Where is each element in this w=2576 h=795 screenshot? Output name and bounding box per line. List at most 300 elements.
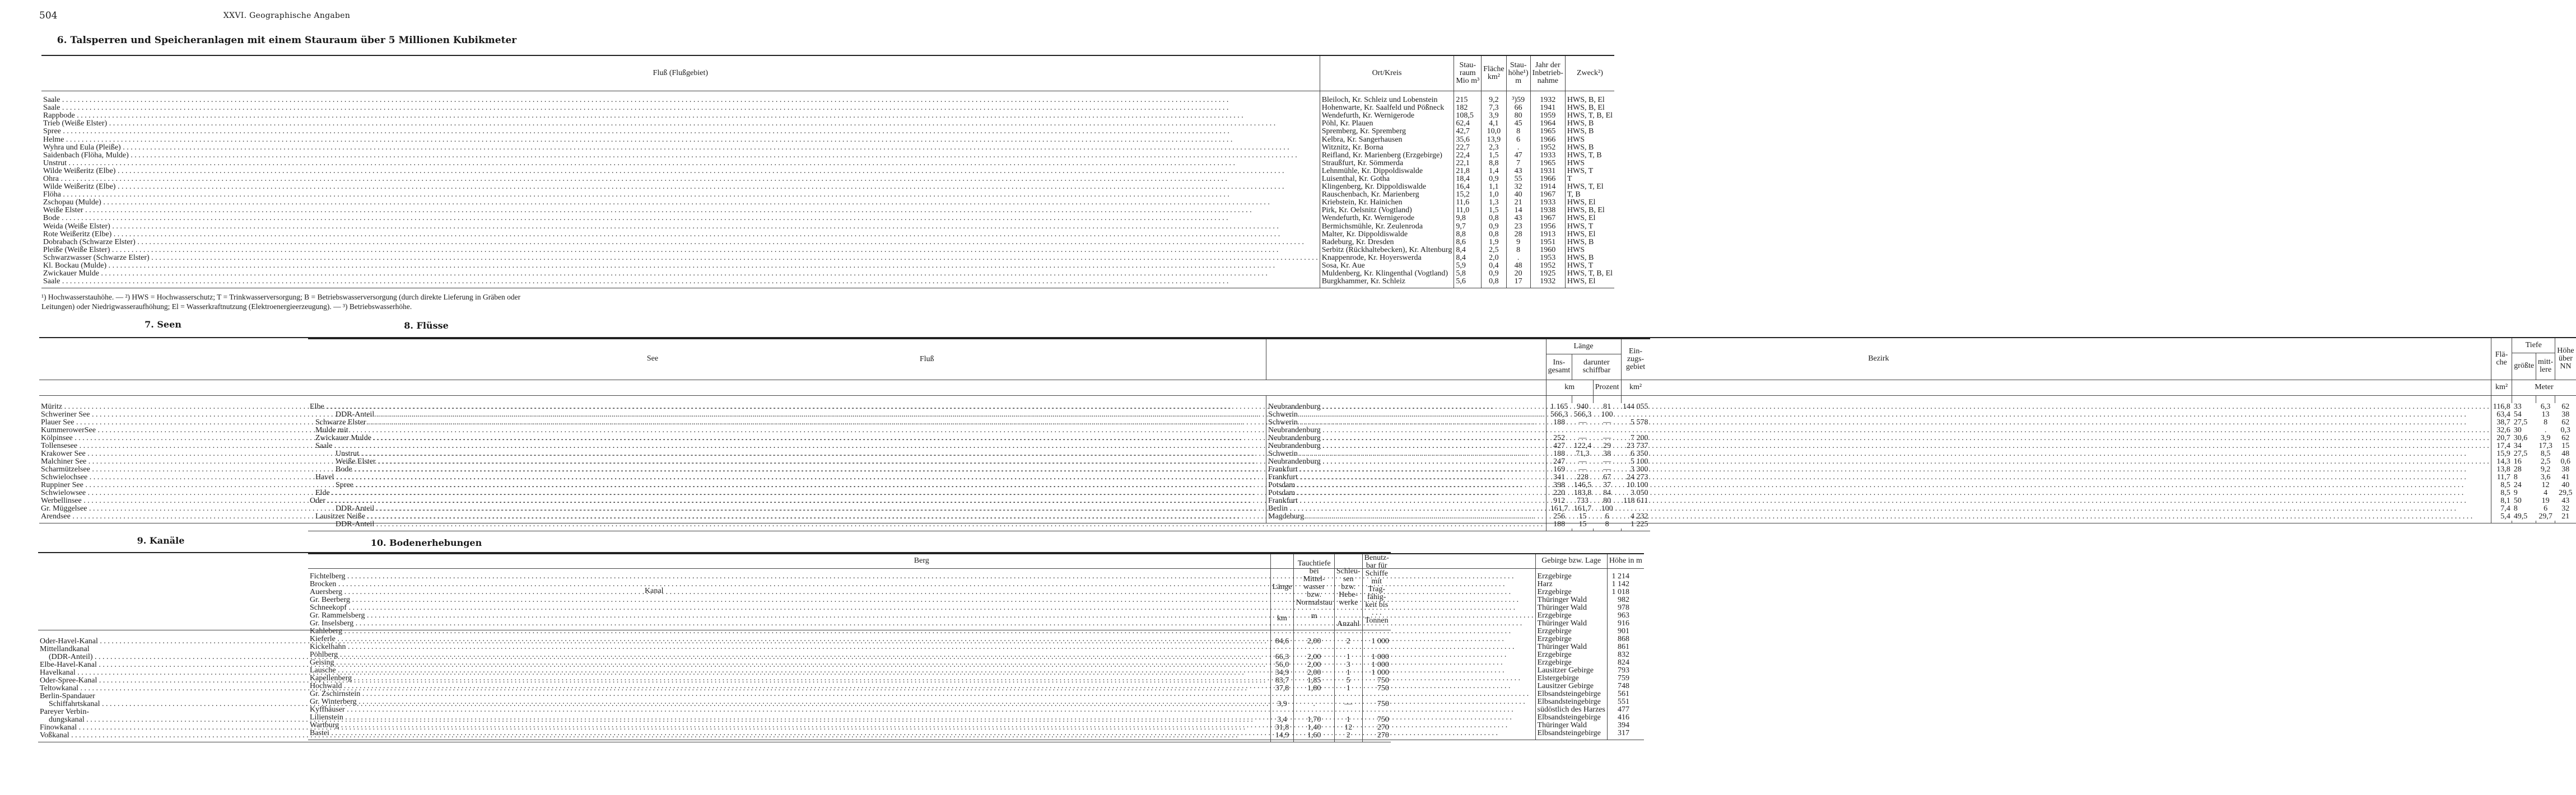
fluss-cell: Elbe . . . — [308, 403, 1546, 411]
jahr-cell: 1953 — [1530, 254, 1565, 262]
berg-cell: Auersberg . . . — [308, 588, 1535, 596]
gebirge-cell: Harz — [1535, 581, 1607, 588]
bezirk-cell: Neubrandenburg . . . — [1266, 442, 2491, 450]
hoehe-cell: 759 — [1607, 675, 1644, 682]
laenge-cell: 31,8 — [1270, 724, 1294, 732]
jahr-cell: 1966 — [1530, 175, 1565, 183]
tauchtiefe-cell: 1,70 — [1294, 708, 1334, 724]
flaeche-cell: 20,7 — [2491, 434, 2512, 442]
prozent-cell: 100 — [1601, 410, 1613, 419]
stauraum-cell: 8,6 — [1454, 238, 1482, 246]
col-groesste: größte — [2512, 353, 2536, 380]
tauchtiefe-cell: 2,00 — [1294, 646, 1334, 661]
zweck-cell: HWS, B, El — [1565, 104, 1614, 112]
insgesamt-cell: 427 — [1546, 442, 1572, 450]
flaeche-cell: 5,4 — [2491, 513, 2512, 521]
laenge-cell: 83,7 — [1270, 677, 1294, 685]
gebiet-cell: 7 200 — [1631, 434, 1648, 442]
table-row — [41, 96, 1614, 104]
col-fluss: Fluß — [308, 339, 1546, 380]
zweck-cell: HWS, El — [1565, 214, 1614, 222]
jahr-cell: 1914 — [1530, 183, 1565, 191]
stauhoehe-cell: 20 — [1506, 270, 1530, 278]
fluss-cell: Zwickauer Mulde . . . — [308, 434, 1546, 442]
tauchtiefe-cell: 1,40 — [1294, 724, 1334, 732]
table-row — [308, 411, 1650, 419]
table8-title: 8. Flüsse — [404, 320, 449, 331]
hoehe-cell: 32 — [2561, 504, 2570, 513]
schleusen-cell: 2 — [1334, 638, 1362, 646]
jahr-cell: 1964 — [1530, 120, 1565, 128]
laenge-cell: 14,9 — [1270, 732, 1294, 740]
flaeche-cell: 4,1 — [1482, 120, 1506, 128]
gebirge-cell: Erzgebirge — [1535, 659, 1607, 667]
gebiet-cell: 3 300 — [1631, 465, 1648, 474]
schiffbar-cell: 146,5 — [1573, 481, 1592, 489]
hoehe-cell: 916 — [1607, 620, 1644, 628]
flaeche-cell: 8,1 — [2491, 497, 2512, 505]
mittlere-cell: . — [2544, 426, 2547, 434]
flaeche-cell: 1,5 — [1482, 152, 1506, 160]
col-jahr: Jahr der Inbetrieb- nahme — [1530, 55, 1565, 91]
hoehe-cell: 394 — [1607, 722, 1644, 729]
kanal-name-line: Havelkanal . . . — [40, 669, 1269, 677]
mittlere-cell: 8,5 — [2540, 450, 2551, 458]
groesste-cell: 8 — [2513, 473, 2518, 481]
table-row — [308, 596, 1644, 604]
jahr-cell: 1933 — [1530, 199, 1565, 207]
schiffbar-cell: 15 — [1578, 512, 1587, 521]
flaeche-cell: 0,9 — [1482, 223, 1506, 231]
see-cell: Schwielochsee . . . — [39, 474, 1266, 481]
gebirge-cell: Lausitzer Gebirge — [1535, 667, 1607, 675]
table-row — [308, 682, 1644, 690]
table-row — [308, 628, 1644, 635]
zweck-cell: HWS, B — [1565, 128, 1614, 135]
gebirge-cell: Elbsandsteingebirge — [1535, 714, 1607, 722]
berg-cell: Kyffhäuser . . . — [308, 706, 1535, 714]
flaeche-cell: 8,8 — [1482, 160, 1506, 167]
kanal-name-line: Elbe-Havel-Kanal . . . — [40, 661, 1269, 669]
kanal-name-line: Finowkanal . . . — [40, 724, 1269, 732]
table6-footnote: ¹) Hochwasserstauhöhe. — ²) HWS = Hochwasserschutz; T = Trinkwasserversorgung; B = Betriebswasserversorgung (durch direkte Lieferung in Gräben oder Leitungen) oder Niedrigwasseraufhöhung; El = Wasserkraftnutzung (Elektroenergieerzeugung). — ³) Betriebswasserhöhe. — [41, 293, 521, 311]
table-row — [308, 698, 1644, 706]
stauhoehe-cell: 17 — [1506, 278, 1530, 286]
hoehe-cell: 824 — [1607, 659, 1644, 667]
stauraum-cell: 5,6 — [1454, 278, 1482, 286]
mittlere-cell: 3,6 — [2540, 473, 2551, 481]
col-tauchtiefe-label: Tauchtiefe bei Mittel- wasser bzw. Normalstau — [1296, 559, 1333, 607]
flaeche-cell: 1,5 — [1482, 207, 1506, 214]
zweck-cell: HWS, El — [1565, 199, 1614, 207]
table-row — [308, 651, 1644, 659]
groesste-cell: 30 — [2513, 426, 2522, 434]
gebirge-cell: Thüringer Wald — [1535, 596, 1607, 604]
kanal-name-line: Voßkanal . . . — [40, 732, 1269, 740]
tauchtiefe-cell: 2,00 — [1294, 638, 1334, 646]
fluss-cell: Rote Weißeritz (Elbe) . . . — [41, 231, 1320, 238]
gebirge-cell: südöstlich des Harzes — [1535, 706, 1607, 714]
table-row — [308, 474, 1650, 481]
prozent-cell — [1593, 427, 1621, 434]
zweck-cell: HWS, B — [1565, 238, 1614, 246]
jahr-cell: 1952 — [1530, 144, 1565, 152]
unit-km: km — [1546, 380, 1593, 395]
schleusen-cell: 3 — [1334, 661, 1362, 669]
schleusen-cell: 1 — [1334, 685, 1362, 693]
schleusen-cell: 1 — [1334, 669, 1362, 677]
jahr-cell: 1938 — [1530, 207, 1565, 214]
flaeche-cell: 1,3 — [1482, 199, 1506, 207]
flaeche-cell: 2,3 — [1482, 144, 1506, 152]
table-row — [41, 199, 1614, 207]
col-bezirk: Bezirk — [1266, 338, 2491, 380]
fluss-cell: Weida (Weiße Elster) . . . — [41, 223, 1320, 231]
bezirk-cell: Potsdam . . . — [1266, 481, 2491, 489]
prozent-cell: 100 — [1601, 504, 1613, 513]
flaeche-cell: 0,9 — [1482, 175, 1506, 183]
flaeche-cell: 32,6 — [2491, 427, 2512, 434]
fluss-cell: Oder . . . — [308, 497, 1546, 505]
tauchtiefe-cell: 1,85 — [1294, 677, 1334, 685]
stauraum-cell: 18,4 — [1454, 175, 1482, 183]
mittlere-cell: 29,7 — [2538, 512, 2552, 521]
ort-cell: Witznitz, Kr. Borna — [1320, 144, 1454, 152]
table-row — [308, 442, 1650, 450]
berg-cell: Gr. Zschirnstein . . . — [308, 690, 1535, 698]
table-row — [308, 635, 1644, 643]
jahr-cell: 1966 — [1530, 135, 1565, 143]
table-row — [308, 659, 1644, 667]
col-fluss: Fluß (Flußgebiet) — [41, 55, 1320, 91]
berg-cell: Lausche . . . — [308, 667, 1535, 675]
fluss-cell: Flöha . . . — [41, 191, 1320, 199]
col-schleusen-label: Schleu- sen bzw. Hebe- werke — [1336, 567, 1361, 607]
mittlere-cell: 6 — [2544, 504, 2548, 513]
fluss-cell: Havel . . . — [308, 474, 1546, 481]
table-row — [41, 120, 1614, 128]
ort-cell: Radeburg, Kr. Dresden — [1320, 238, 1454, 246]
ort-cell: Luisenthal, Kr. Gotha — [1320, 175, 1454, 183]
berg-cell: Gr. Winterberg . . . — [308, 698, 1535, 706]
fluss-cell: Ohra . . . — [41, 175, 1320, 183]
mittlere-cell: 3,9 — [2540, 434, 2551, 442]
table-row — [41, 278, 1614, 286]
reservoir-table — [41, 55, 1614, 288]
hoehe-cell: 62 — [2561, 434, 2570, 442]
bezirk-cell: Neubrandenburg . . . — [1266, 458, 2491, 466]
groesste-cell: 50 — [2513, 497, 2522, 505]
gebirge-cell: Lausitzer Gebirge — [1535, 682, 1607, 690]
stauhoehe-cell: . — [1506, 144, 1530, 152]
ort-cell: Straußfurt, Kr. Sömmerda — [1320, 160, 1454, 167]
jahr-cell: 1965 — [1530, 128, 1565, 135]
prozent-cell: 67 — [1603, 473, 1611, 481]
table-row — [308, 489, 1650, 497]
table-row — [308, 427, 1650, 434]
zweck-cell: HWS, T, El — [1565, 183, 1614, 191]
stauhoehe-cell: 32 — [1506, 183, 1530, 191]
ort-cell: Hohenwarte, Kr. Saalfeld und Pößneck — [1320, 104, 1454, 112]
stauhoehe-cell: 47 — [1506, 152, 1530, 160]
stauhoehe-cell: ³)59 — [1506, 96, 1530, 104]
gebiet-cell: 5 578 — [1631, 418, 1648, 427]
jahr-cell: 1965 — [1530, 160, 1565, 167]
zweck-cell: HWS, El — [1565, 278, 1614, 286]
jahr-cell: 1913 — [1530, 231, 1565, 238]
gebiet-cell: 10 100 — [1627, 481, 1648, 489]
table-row — [308, 458, 1650, 466]
gebiet-cell — [1621, 505, 1650, 513]
gebiet-cell — [1621, 427, 1650, 434]
fluss-cell: Mulde mit — [315, 426, 348, 434]
see-cell: Scharmützelsee . . . — [39, 466, 1266, 474]
stauraum-cell: 11,0 — [1454, 207, 1482, 214]
schiffbar-cell: — — [1578, 457, 1587, 466]
fluss-cell: Dobrabach (Schwarze Elster) . . . — [41, 238, 1320, 246]
bezirk-cell: Schwerin . . . — [1266, 450, 2491, 458]
groesste-cell: 28 — [2513, 465, 2522, 474]
table-row — [41, 207, 1614, 214]
stauraum-cell: 5,8 — [1454, 270, 1482, 278]
laenge-cell: 34,9 — [1270, 669, 1294, 677]
bezirk-cell: Frankfurt . . . — [1266, 466, 2491, 474]
gebiet-cell: 6 350 — [1631, 450, 1648, 458]
flaeche-cell: 0,8 — [1482, 214, 1506, 222]
kanal-name-line: (DDR-Anteil) . . . — [40, 653, 1269, 661]
fluss-cell: DDR-Anteil . . . — [308, 521, 1546, 529]
insgesamt-cell: 169 — [1546, 466, 1572, 474]
table-row — [41, 160, 1614, 167]
hoehe-cell: 832 — [1607, 651, 1644, 659]
tonnen-cell: 1 000 — [1362, 669, 1391, 677]
kanal-name-line: dungskanal . . . — [40, 716, 1269, 724]
schiffbar-cell — [1572, 427, 1594, 434]
table-row — [41, 223, 1614, 231]
table-row — [308, 722, 1644, 729]
bezirk-cell: Neubrandenburg . . . — [1266, 403, 2491, 411]
table-row — [41, 152, 1614, 160]
schleusen-cell: 1 — [1334, 708, 1362, 724]
schleusen-cell: 1 — [1334, 646, 1362, 661]
fluss-cell: Saale . . . — [41, 278, 1320, 286]
fluss-cell: DDR-Anteil . . . — [308, 411, 1546, 419]
ort-cell: Kelbra, Kr. Sangerhausen — [1320, 135, 1454, 143]
hoehe-cell: 477 — [1607, 706, 1644, 714]
zweck-cell: HWS, T — [1565, 167, 1614, 175]
see-cell: Ruppiner See . . . — [39, 481, 1266, 489]
fluss-cell: Lausitzer Neiße . . . — [308, 513, 1546, 521]
tonnen-cell: 750 — [1362, 677, 1391, 685]
stauraum-cell: 8,4 — [1454, 254, 1482, 262]
groesste-cell: 49,5 — [2513, 512, 2528, 521]
groesste-cell: 54 — [2513, 410, 2522, 419]
hoehe-cell: 43 — [2561, 497, 2570, 505]
tauchtiefe-cell: 2,00 — [1294, 669, 1334, 677]
prozent-cell: 29 — [1603, 442, 1611, 450]
see-cell: Tollensesee . . . — [39, 442, 1266, 450]
ort-cell: Pirk, Kr. Oelsnitz (Vogtland) — [1320, 207, 1454, 214]
prozent-cell: 38 — [1603, 450, 1611, 458]
insgesamt-cell: 220 — [1546, 489, 1572, 497]
flaeche-cell: 1,4 — [1482, 167, 1506, 175]
ort-cell: Muldenberg, Kr. Klingenthal (Vogtland) — [1320, 270, 1454, 278]
ort-cell: Wendefurth, Kr. Wernigerode — [1320, 214, 1454, 222]
table-row — [41, 135, 1614, 143]
schleusen-cell: 12 — [1334, 724, 1362, 732]
col-see: See — [39, 338, 1266, 380]
stauhoehe-cell: 80 — [1506, 112, 1530, 120]
jahr-cell: 1967 — [1530, 214, 1565, 222]
rivers-table — [308, 338, 1650, 531]
hoehe-cell: 0,3 — [2560, 426, 2570, 434]
flaeche-cell: 9,2 — [1482, 96, 1506, 104]
flaeche-cell: 116,8 — [2491, 403, 2512, 411]
stauhoehe-cell: 48 — [1506, 262, 1530, 270]
table-row — [308, 573, 1644, 581]
flaeche-cell: 3,9 — [1482, 112, 1506, 120]
hoehe-cell: 38 — [2561, 465, 2570, 474]
stauhoehe-cell: 40 — [1506, 191, 1530, 199]
berg-cell: Bastei . . . — [308, 729, 1535, 737]
jahr-cell: 1932 — [1530, 96, 1565, 104]
laenge-cell: 3,9 — [1270, 693, 1294, 708]
stauraum-cell: 21,8 — [1454, 167, 1482, 175]
fluss-cell: Weiße Elster . . . — [308, 458, 1546, 466]
stauhoehe-cell: 14 — [1506, 207, 1530, 214]
table-row — [41, 262, 1614, 270]
zweck-cell: HWS, B — [1565, 144, 1614, 152]
stauraum-cell: 8,8 — [1454, 231, 1482, 238]
stauhoehe-cell: 28 — [1506, 231, 1530, 238]
table-row — [41, 214, 1614, 222]
ort-cell: Serbitz (Rückhaltebecken), Kr. Altenburg — [1320, 246, 1454, 254]
stauraum-cell: 11,6 — [1454, 199, 1482, 207]
table-row — [41, 112, 1614, 120]
insgesamt-cell: 566,3 — [1546, 411, 1572, 419]
table-row — [308, 497, 1650, 505]
col-laenge-label: Länge — [1272, 583, 1292, 591]
insgesamt-cell: 252 — [1546, 434, 1572, 442]
table-row — [41, 167, 1614, 175]
gebirge-cell: Erzgebirge — [1535, 612, 1607, 620]
ort-cell: Klingenberg, Kr. Dippoldiswalde — [1320, 183, 1454, 191]
col-ort: Ort/Kreis — [1320, 55, 1454, 91]
tonnen-cell: 750 — [1362, 693, 1391, 708]
ort-cell: Wendefurth, Kr. Wernigerode — [1320, 112, 1454, 120]
schiffbar-cell: 183,8 — [1573, 489, 1592, 497]
mittlere-cell: 12 — [2541, 481, 2550, 489]
prozent-cell: 80 — [1603, 497, 1611, 505]
unit-km2: km² — [2491, 380, 2512, 395]
berg-cell: Kahleberg . . . — [308, 628, 1535, 635]
jahr-cell: 1967 — [1530, 191, 1565, 199]
col-flaeche: Flä- che — [2491, 338, 2512, 380]
fluss-cell: Elde . . . — [308, 489, 1546, 497]
stauhoehe-cell: . — [1506, 254, 1530, 262]
bezirk-cell: Schwerin . . . — [1266, 419, 2491, 427]
hoehe-cell: 15 — [2561, 442, 2570, 450]
hoehe-cell: 48 — [2561, 450, 2570, 458]
flaeche-cell: 1,0 — [1482, 191, 1506, 199]
stauhoehe-cell: 55 — [1506, 175, 1530, 183]
zweck-cell: HWS, B, El — [1565, 207, 1614, 214]
berg-cell: Lilienstein . . . — [308, 714, 1535, 722]
zweck-cell: HWS, El — [1565, 231, 1614, 238]
stauraum-cell: 5,9 — [1454, 262, 1482, 270]
gebirge-cell: Thüringer Wald — [1535, 604, 1607, 612]
stauraum-cell: 15,2 — [1454, 191, 1482, 199]
flaeche-cell: 0,4 — [1482, 262, 1506, 270]
table-row — [308, 612, 1644, 620]
table-row — [41, 231, 1614, 238]
hoehe-cell: 551 — [1607, 698, 1644, 706]
ort-cell: Knappenrode, Kr. Hoyerswerda — [1320, 254, 1454, 262]
bezirk-cell: Neubrandenburg . . . — [1266, 434, 2491, 442]
prozent-cell: 37 — [1603, 481, 1611, 489]
tonnen-cell: 1 000 — [1362, 638, 1391, 646]
ort-cell: Rauschenbach, Kr. Marienberg — [1320, 191, 1454, 199]
hoehe-cell: 0,6 — [2560, 457, 2570, 466]
kanal-name-line: Oder-Spree-Kanal . . . — [40, 677, 1269, 685]
prozent-cell: — — [1603, 434, 1611, 442]
mittlere-cell: 17,3 — [2538, 442, 2552, 450]
gebirge-cell: Thüringer Wald — [1535, 643, 1607, 651]
stauraum-cell: 9,8 — [1454, 214, 1482, 222]
see-cell: Müritz . . . — [39, 403, 1266, 411]
col-tiefe: Tiefe — [2512, 338, 2555, 353]
ort-cell: Malter, Kr. Dippoldiswalde — [1320, 231, 1454, 238]
flaeche-cell: 7,4 — [2491, 505, 2512, 513]
hoehe-cell: 793 — [1607, 667, 1644, 675]
groesste-cell: 33 — [2513, 403, 2522, 411]
prozent-cell: — — [1603, 418, 1611, 427]
kanal-name-line: Berlin-Spandauer — [40, 692, 95, 700]
col-schiffbar: darunter schiffbar — [1572, 354, 1621, 380]
prozent-cell: — — [1603, 465, 1611, 474]
table-row — [308, 521, 1650, 529]
table-row — [41, 175, 1614, 183]
gebiet-cell: 1 225 — [1631, 520, 1648, 529]
hoehe-cell: 901 — [1607, 628, 1644, 635]
fluss-cell: Spree . . . — [308, 481, 1546, 489]
fluss-cell: Schwarzwasser (Schwarze Elster) . . . — [41, 254, 1320, 262]
unit-km: km — [1277, 614, 1287, 623]
flaeche-cell: 1,1 — [1482, 183, 1506, 191]
berg-cell: Brocken . . . — [308, 581, 1535, 588]
schiffbar-cell: — — [1578, 418, 1587, 427]
insgesamt-cell: 161,7 — [1546, 505, 1572, 513]
mittlere-cell: 9,2 — [2540, 465, 2551, 474]
table-row — [308, 604, 1644, 612]
flaeche-cell: 13,8 — [2491, 466, 2512, 474]
see-cell: Werbellinsee . . . — [39, 497, 1266, 505]
col-benutzbar-label: Benutz- bar für Schiffe mit Trag- fähig- keit bis . . . — [1364, 554, 1389, 617]
gebirge-cell: Erzgebirge — [1535, 651, 1607, 659]
tauchtiefe-cell: 2,00 — [1294, 661, 1334, 669]
col-zweck: Zweck²) — [1565, 55, 1614, 91]
gebiet-cell: 118 611 — [1623, 497, 1648, 505]
stauraum-cell: 215 — [1454, 96, 1482, 104]
hoehe-cell: 978 — [1607, 604, 1644, 612]
tauchtiefe-cell: . — [1294, 693, 1334, 708]
schiffbar-cell: 71,3 — [1576, 450, 1590, 458]
bezirk-cell: Schwerin . . . — [1266, 411, 2491, 419]
hoehe-cell: 982 — [1607, 596, 1644, 604]
bezirk-cell: Magdeburg . . . — [1266, 513, 2491, 521]
flaeche-cell: 0,8 — [1482, 278, 1506, 286]
laenge-cell: 84,6 — [1270, 638, 1294, 646]
